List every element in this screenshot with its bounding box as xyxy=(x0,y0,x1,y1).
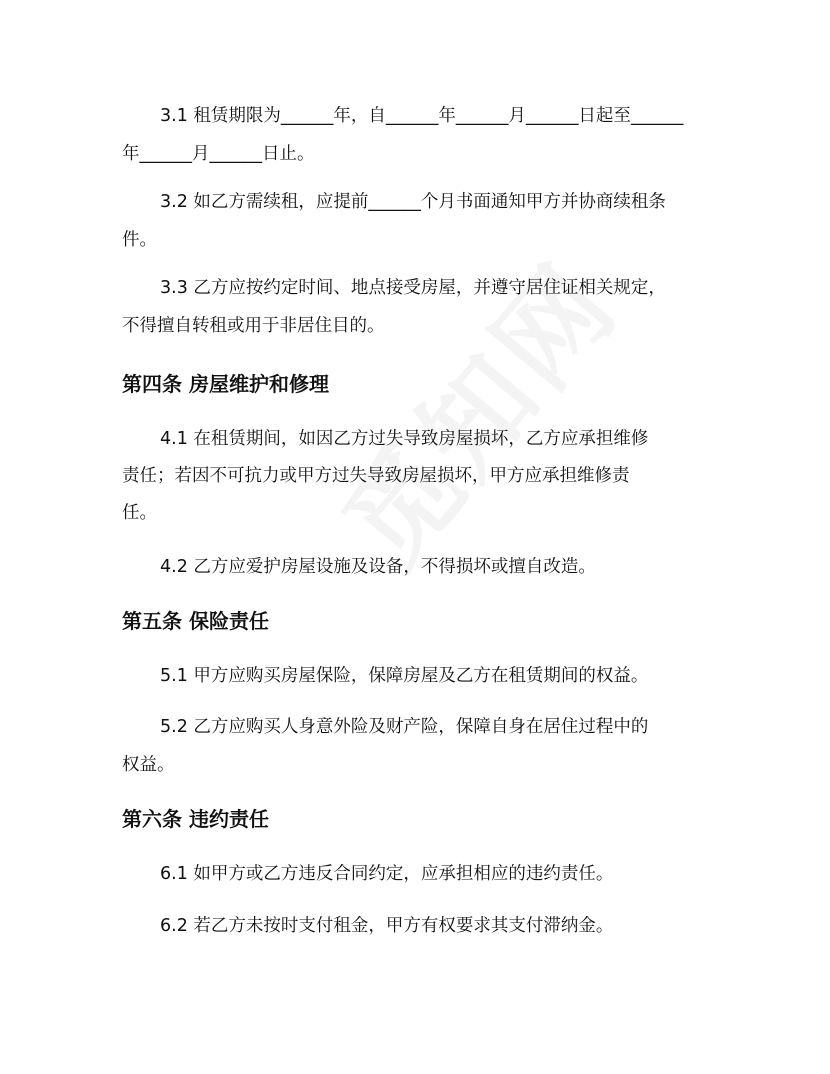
clause-5-1: 5.1 甲方应购买房屋保险，保障房屋及乙方在租赁期间的权益。 xyxy=(160,666,649,686)
heading-article-6: 第六条 违约责任 xyxy=(122,807,269,831)
clause-3-2-line-1: 3.2 如乙方需续租，应提前______个月书面通知甲方并协商续租条 xyxy=(160,192,666,212)
clause-6-1: 6.1 如甲方或乙方违反合同约定，应承担相应的违约责任。 xyxy=(160,864,614,884)
heading-article-5: 第五条 保险责任 xyxy=(122,609,269,633)
clause-3-1-line-1: 3.1 租赁期限为______年，自______年______月______日起至______ xyxy=(160,106,684,126)
clause-5-2-line-2: 权益。 xyxy=(122,755,175,775)
clause-3-3-line-2: 不得擅自转租或用于非居住目的。 xyxy=(122,316,385,336)
clause-4-1-line-3: 任。 xyxy=(122,503,157,523)
clause-4-1-line-2: 责任；若因不可抗力或甲方过失导致房屋损坏，甲方应承担维修责 xyxy=(122,466,630,486)
clause-3-1-line-2: 年______月______日止。 xyxy=(122,144,315,164)
clause-6-2: 6.2 若乙方未按时支付租金，甲方有权要求其支付滞纳金。 xyxy=(160,916,614,936)
clause-3-2-line-2: 件。 xyxy=(122,230,157,250)
clause-4-2: 4.2 乙方应爱护房屋设施及设备，不得损坏或擅自改造。 xyxy=(160,557,596,577)
clause-3-3-line-1: 3.3 乙方应按约定时间、地点接受房屋，并遵守居住证相关规定， xyxy=(160,278,666,298)
clause-4-1-line-1: 4.1 在租赁期间，如因乙方过失导致房屋损坏，乙方应承担维修 xyxy=(160,429,649,449)
clause-5-2-line-1: 5.2 乙方应购买人身意外险及财产险，保障自身在居住过程中的 xyxy=(160,717,649,737)
heading-article-4: 第四条 房屋维护和修理 xyxy=(122,372,329,396)
